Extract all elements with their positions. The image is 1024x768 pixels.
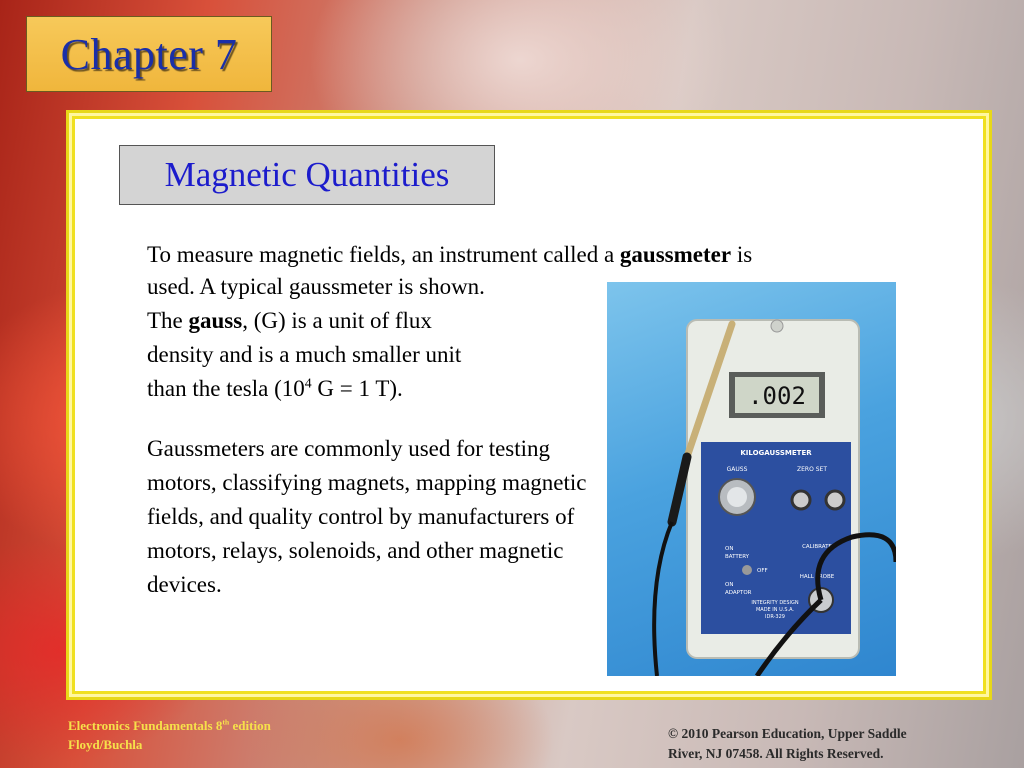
term-gauss: gauss [188, 308, 243, 333]
paragraph-3: Gaussmeters are commonly used for testing motors, classifying magnets, mapping magnetic fields, and quality control by manufacturers of motors, relays, solenoids, and other magnetic devices. [147, 436, 587, 597]
footer-copyright: © 2010 Pearson Education, Upper Saddle River, NJ 07458. All Rights Reserved. [668, 726, 907, 761]
gaussmeter-photo [607, 282, 896, 676]
svg-text:BATTERY: BATTERY [725, 554, 750, 560]
paragraph-1 [147, 238, 907, 272]
chapter-box [26, 16, 272, 92]
exponent: 4 [304, 375, 312, 391]
para2-text-b: The [147, 308, 189, 333]
para1-text-c: is [731, 242, 753, 267]
para2-text-h: G = 1 T). [311, 376, 403, 401]
display-readout: .002 [748, 382, 806, 410]
gaussmeter-illustration [607, 282, 896, 676]
power-switch-icon [742, 565, 752, 575]
para2-text-f: than the tesla (10 [147, 376, 305, 401]
para1-text-a: To measure magnetic fields, an instrument called a [147, 242, 620, 267]
svg-text:HALL PROBE: HALL PROBE [799, 574, 835, 580]
para2-text-d: , (G) is a unit of flux [242, 308, 432, 333]
svg-text:ZERO SET: ZERO SET [797, 466, 827, 473]
svg-text:ON: ON [725, 546, 734, 552]
term-gaussmeter: gaussmeter [619, 242, 732, 267]
svg-text:MADE IN U.S.A.: MADE IN U.S.A. [755, 607, 795, 613]
para2-line3: density and is a much smaller unit [147, 342, 462, 367]
zero-knob-icon [792, 491, 810, 509]
brand-label: KILOGAUSSMETER [740, 449, 812, 457]
svg-text:IDR-329: IDR-329 [765, 614, 785, 620]
slide-title: Magnetic Quantities [164, 155, 450, 194]
svg-text:OFF: OFF [757, 568, 768, 574]
svg-text:GAUSS: GAUSS [726, 466, 748, 473]
footer-book-info: Electronics Fundamentals 8th edition Floyd/Buchla [68, 717, 271, 752]
svg-text:INTEGRITY DESIGN: INTEGRITY DESIGN [751, 600, 799, 606]
para2-line1: used. A typical gaussmeter is shown. [147, 274, 485, 299]
svg-text:ADAPTOR: ADAPTOR [725, 590, 752, 596]
paragraph-2 [147, 270, 577, 406]
svg-text:CALIBRATE: CALIBRATE [802, 544, 832, 550]
slide-title-box [119, 145, 495, 205]
svg-text:ON: ON [725, 582, 734, 588]
footer-authors: Floyd/Buchla [68, 737, 143, 752]
chapter-label: Chapter 7 [60, 29, 238, 79]
zero-knob-2-icon [826, 491, 844, 509]
